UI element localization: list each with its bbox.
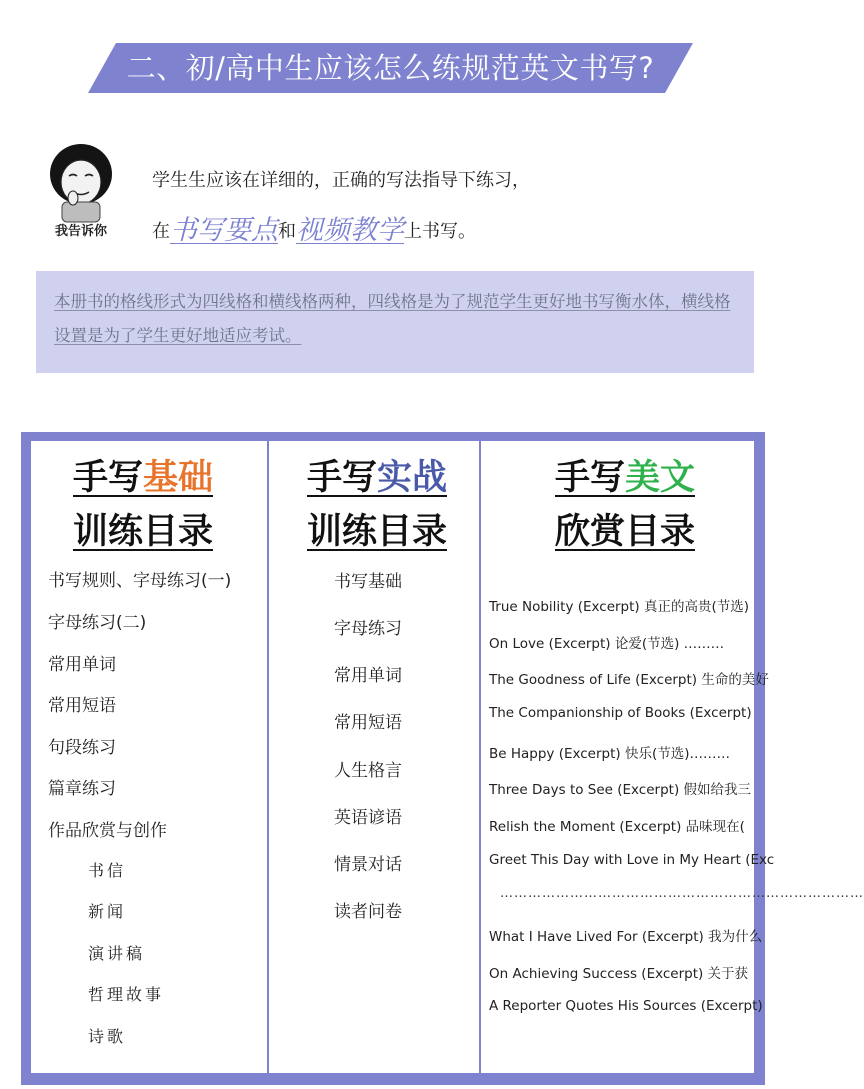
col1-item-5: 句段练习 bbox=[48, 738, 116, 758]
col3-item-4: The Companionship of Books (Excerpt) bbox=[489, 705, 752, 721]
column-1-title-line-2: 训练目录 bbox=[72, 512, 213, 552]
avatar-caption: 我告诉你 bbox=[54, 224, 107, 239]
column-1-title-line-1: 手写基础 bbox=[72, 458, 214, 498]
col2-item-5: 人生格言 bbox=[334, 761, 402, 781]
col3-item-11: A Reporter Quotes His Sources (Excerpt) bbox=[489, 998, 763, 1014]
col2-item-7: 情景对话 bbox=[334, 855, 402, 875]
col3-item-3: The Goodness of Life (Excerpt) 生命的美好 bbox=[489, 672, 769, 688]
column-3-title-line-2: 欣赏目录 bbox=[554, 512, 695, 552]
intro-suffix: 上书写。 bbox=[404, 221, 476, 242]
col2-item-6: 英语谚语 bbox=[334, 808, 402, 828]
column-1-title bbox=[38, 451, 248, 559]
col2-item-4: 常用短语 bbox=[334, 713, 402, 733]
col3-item-6: Three Days to See (Excerpt) 假如给我三 bbox=[489, 782, 752, 798]
col1-item-3: 常用单词 bbox=[48, 655, 116, 675]
intro-prefix: 在 bbox=[152, 221, 170, 242]
col3-item-1: True Nobility (Excerpt) 真正的高贵(节选) bbox=[489, 599, 750, 615]
column-2-title-line-1: 手写实战 bbox=[306, 458, 448, 498]
col3-item-8: Greet This Day with Love in My Heart (Exc bbox=[489, 852, 775, 868]
section-title: 二、初/高中生应该怎么练规范英文书写? bbox=[126, 51, 655, 85]
highlight-writing-tips: 书写要点 bbox=[170, 215, 278, 246]
intro-line-2 bbox=[152, 208, 476, 247]
col1-item-4: 常用短语 bbox=[48, 696, 116, 716]
note-box bbox=[36, 271, 754, 373]
col2-item-2: 字母练习 bbox=[334, 619, 402, 639]
column-divider-1 bbox=[267, 441, 269, 1073]
col1-item-1: 书写规则、字母练习(一) bbox=[48, 571, 232, 591]
col1-subitem-4: 哲理故事 bbox=[88, 985, 165, 1004]
col2-item-1: 书写基础 bbox=[334, 572, 402, 592]
col1-subitem-1: 书信 bbox=[88, 861, 127, 880]
col1-subitem-2: 新闻 bbox=[88, 902, 127, 921]
intro-line-1: 学生生应该在详细的，正确的写法指导下练习， bbox=[152, 170, 530, 191]
col3-item-10: On Achieving Success (Excerpt) 关于获 bbox=[489, 966, 749, 982]
col1-item-6: 篇章练习 bbox=[48, 779, 116, 799]
column-2-title-line-2: 训练目录 bbox=[306, 512, 447, 552]
col1-subitem-3: 演讲稿 bbox=[88, 944, 146, 963]
col1-subitem-5: 诗歌 bbox=[88, 1027, 127, 1046]
col1-item-7: 作品欣赏与创作 bbox=[48, 821, 167, 841]
col2-item-3: 常用单词 bbox=[334, 666, 402, 686]
intro-joiner: 和 bbox=[278, 221, 296, 242]
col2-item-8: 读者问卷 bbox=[334, 902, 402, 922]
col3-ellipsis: …………………………………………………………………… bbox=[500, 886, 864, 901]
column-2-title bbox=[272, 451, 482, 559]
col3-item-9: What I Have Lived For (Excerpt) 我为什么 bbox=[489, 929, 763, 945]
note-text: 本册书的格线形式为四线格和横线格两种，四线格是为了规范学生更好地书写衡水体，横线格设置是为了学生更好地适应考试。 bbox=[54, 292, 731, 345]
col3-item-2: On Love (Excerpt) 论爱(节选) ……… bbox=[489, 636, 725, 652]
col3-item-5: Be Happy (Excerpt) 快乐(节选)……… bbox=[489, 746, 730, 762]
column-3-title-line-1: 手写美文 bbox=[554, 458, 696, 498]
col1-item-2: 字母练习(二) bbox=[48, 613, 147, 633]
col3-list bbox=[489, 441, 864, 1073]
col3-item-7: Relish the Moment (Excerpt) 品味现在( bbox=[489, 819, 745, 835]
highlight-video-teaching: 视频教学 bbox=[296, 215, 404, 246]
